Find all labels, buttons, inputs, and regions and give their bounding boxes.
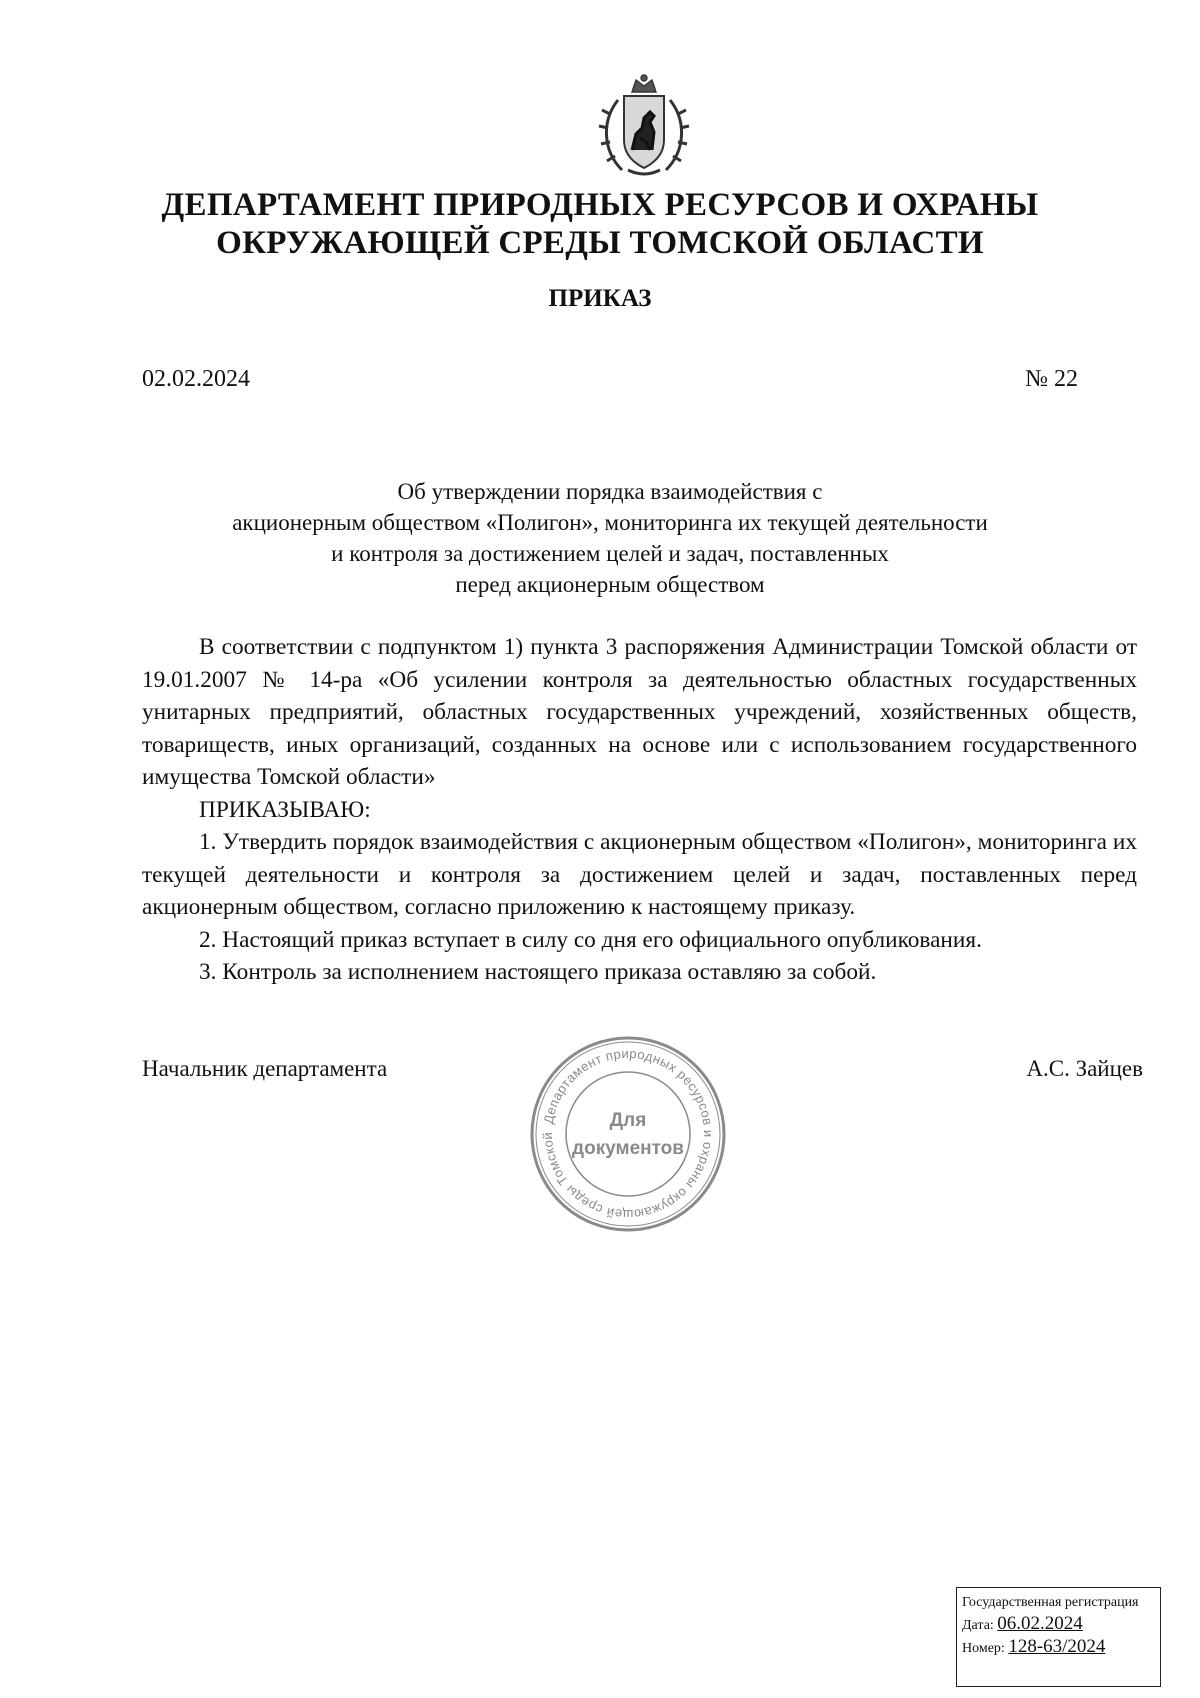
stamp-ring-text: Департамент природных ресурсов и охраны окружающей среды Томской: [539, 1045, 717, 1223]
coat-of-arms-icon: [588, 70, 700, 182]
order-item: 3. Контроль за исполнением настоящего приказа оставляю за собой.: [199, 959, 877, 985]
stamp-seal-icon: [528, 1034, 728, 1234]
document-date: 02.02.2024: [142, 366, 250, 392]
title-line: акционерным обществом «Полигон», мониторинга их текущей деятельности: [232, 510, 988, 535]
title-line: перед акционерным обществом: [455, 572, 765, 597]
registration-number-row: [962, 1636, 1155, 1659]
org-name-line-1: ДЕПАРТАМЕНТ ПРИРОДНЫХ РЕСУРСОВ И ОХРАНЫ: [161, 187, 1039, 223]
document-body: [142, 631, 1137, 989]
stamp-center-line-2: документов: [572, 1138, 684, 1159]
stamp-center-line-1: Для: [609, 1110, 647, 1131]
registration-date-label: Дата:: [962, 1618, 994, 1633]
document-number: № 22: [1025, 366, 1078, 392]
registration-date-value: 06.02.2024: [997, 1613, 1083, 1634]
preamble-paragraph: В соответствии с подпунктом 1) пункта 3 распоряжения Администрации Томской области от 19.01.2007 № 14-ра «Об усилении контроля за деятельностью областных государственных унитарных предприятий, областных государственных учреждений, хозяйственных обществ, товариществ, иных организаций, созданных на основе или с использованием государственного имущества Томской области»: [142, 634, 1137, 790]
signatory-position: Начальник департамента: [142, 1056, 388, 1081]
registration-heading: Государственная регистрация: [962, 1595, 1139, 1610]
registration-box: [956, 1587, 1161, 1687]
order-item: 2. Настоящий приказ вступает в силу со дня его официального опубликования.: [199, 926, 982, 953]
order-item: 1. Утвердить порядок взаимодействия с акционерным обществом «Полигон», мониторинга их текущей деятельности и контроля за достижением целей и задач, поставленных перед акционерным обществом, согласно приложению к настоящему приказу.: [142, 829, 1137, 920]
document-title: [142, 476, 1078, 600]
title-line: Об утверждении порядка взаимодействия с: [397, 479, 823, 504]
official-stamp: [528, 1034, 728, 1234]
signatory-name: А.С. Зайцев: [1026, 1056, 1143, 1081]
registration-date-row: [962, 1613, 1155, 1636]
document-type: ПРИКАЗ: [548, 285, 652, 312]
order-word: ПРИКАЗЫВАЮ:: [199, 796, 371, 823]
org-name-line-2: ОКРУЖАЮЩЕЙ СРЕДЫ ТОМСКОЙ ОБЛАСТИ: [216, 225, 984, 261]
registration-number-value: 128-63/2024: [1008, 1636, 1106, 1657]
registration-number-label: Номер:: [962, 1641, 1005, 1656]
title-line: и контроля за достижением целей и задач, поставленных: [331, 541, 889, 566]
